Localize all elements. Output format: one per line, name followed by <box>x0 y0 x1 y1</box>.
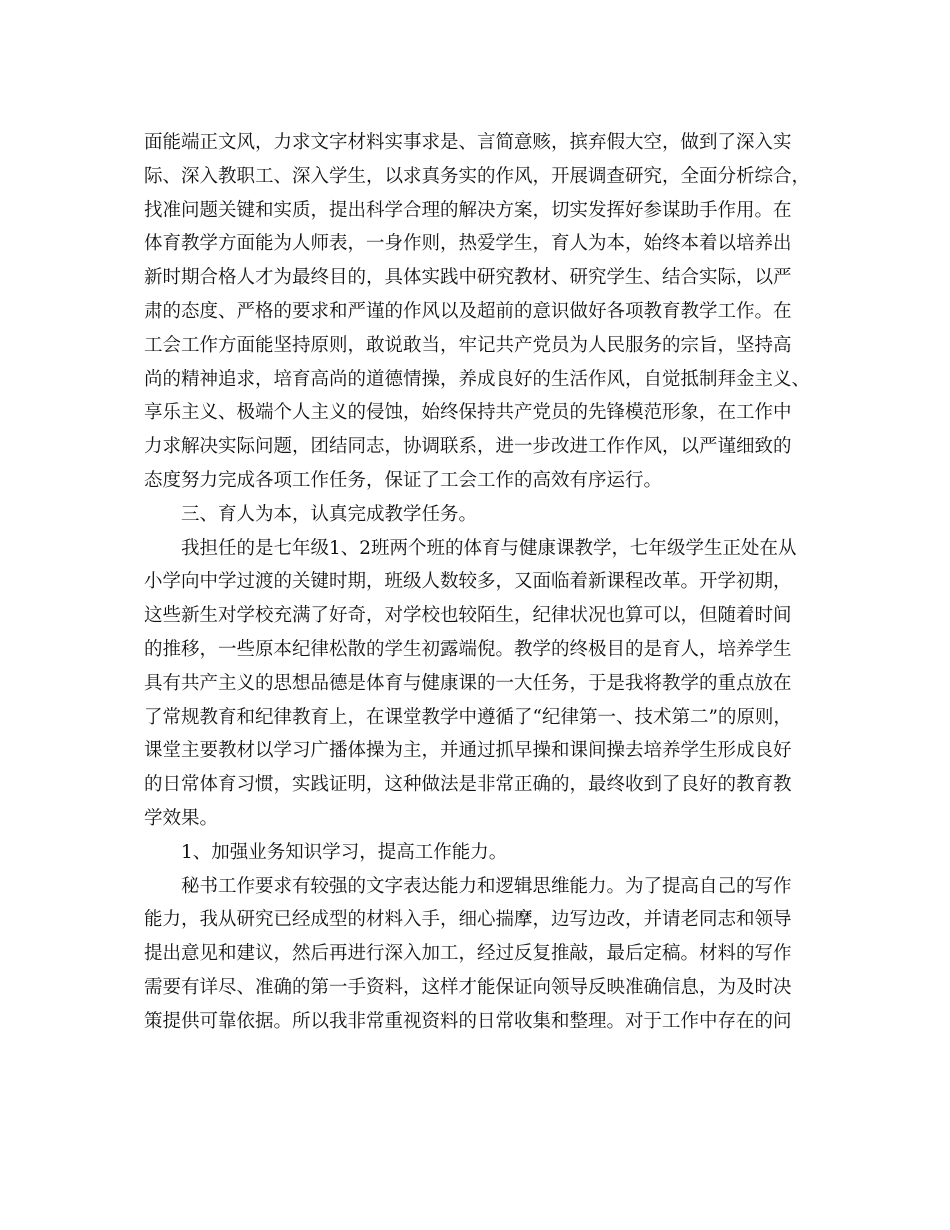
text-line: 际、深入教职工、深入学生，以求真务实的作风，开展调查研究，全面分析综合， <box>144 165 811 187</box>
text-line: 策提供可靠依据。所以我非常重视资料的日常收集和整理。对于工作中存在的问 <box>144 1010 792 1032</box>
text-line: 工会工作方面能坚持原则，敢说敢当，牢记共产党员为人民服务的宗旨，坚持高 <box>144 334 792 356</box>
text-line: 的推移，一些原本纪律松散的学生初露端倪。教学的终极目的是育人，培养学生 <box>144 638 792 660</box>
text-line: 态度努力完成各项工作任务，保证了工会工作的高效有序运行。 <box>144 469 663 491</box>
text-line: 能力，我从研究已经成型的材料入手，细心揣摩，边写边改，并请老同志和领导 <box>144 909 792 931</box>
text-line: 秘书工作要求有较强的文字表达能力和逻辑思维能力。为了提高自己的写作 <box>181 875 792 897</box>
text-line: 三、育人为本，认真完成教学任务。 <box>181 503 478 525</box>
text-line: 提出意见和建议，然后再进行深入加工，经过反复推敲，最后定稿。材料的写作 <box>144 943 792 965</box>
text-line: 我担任的是七年级1、2班两个班的体育与健康课教学，七年级学生正处在从 <box>181 537 797 559</box>
text-line: 了常规教育和纪律教育上，在课堂教学中遵循了“纪律第一、技术第二”的原则， <box>144 706 792 728</box>
text-line: 面能端正文风，力求文字材料实事求是、言简意赅，摈弃假大空，做到了深入实 <box>144 132 792 153</box>
text-line: 这些新生对学校充满了好奇，对学校也较陌生，纪律状况也算可以，但随着时间 <box>144 605 792 627</box>
document-body <box>144 126 810 1039</box>
text-line: 小学向中学过渡的关键时期，班级人数较多，又面临着新课程改革。开学初期， <box>144 571 792 593</box>
text-line: 学效果。 <box>144 807 219 829</box>
text-line: 享乐主义、极端个人主义的侵蚀，始终保持共产党员的先锋模范形象，在工作中 <box>144 402 792 424</box>
text-line: 力求解决实际问题，团结同志，协调联系，进一步改进工作作风，以严谨细致的 <box>144 436 792 458</box>
text-line: 具有共产主义的思想品德是体育与健康课的一大任务，于是我将教学的重点放在 <box>144 672 792 694</box>
text-line: 尚的精神追求，培育高尚的道德情操，养成良好的生活作风，自觉抵制拜金主义、 <box>144 368 811 390</box>
text-line: 肃的态度、严格的要求和严谨的作风以及超前的意识做好各项教育教学工作。在 <box>144 300 792 322</box>
text-line: 需要有详尽、准确的第一手资料，这样才能保证向领导反映准确信息，为及时决 <box>144 976 792 998</box>
text-line: 1、加强业务知识学习，提高工作能力。 <box>181 841 508 863</box>
text-line: 新时期合格人才为最终目的，具体实践中研究教材、研究学生、结合实际，以严 <box>144 267 792 289</box>
text-line: 的日常体育习惯，实践证明，这种做法是非常正确的，最终收到了良好的教育教 <box>144 774 792 796</box>
text-line: 体育教学方面能为人师表，一身作则，热爱学生，育人为本，始终本着以培养出 <box>144 233 792 255</box>
text-line: 课堂主要教材以学习广播体操为主，并通过抓早操和课间操去培养学生形成良好 <box>144 740 792 762</box>
text-line: 找准问题关键和实质，提出科学合理的解决方案，切实发挥好参谋助手作用。在 <box>144 199 792 221</box>
